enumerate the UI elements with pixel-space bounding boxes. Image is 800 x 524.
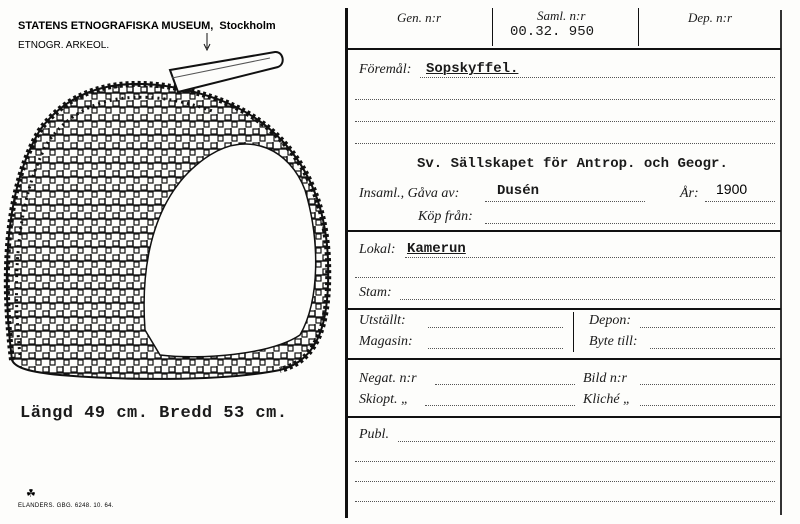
saml-nr-label: Saml. n:r: [537, 8, 586, 23]
publ-line-4: [355, 501, 775, 502]
society-text: Sv. Sällskapet för Antrop. och Geogr.: [417, 156, 728, 172]
foremal-value: Sopskyffel.: [426, 61, 519, 77]
negat-line: [435, 384, 575, 385]
museum-name-text: STATENS ETNOGRAFISKA MUSEUM,: [18, 20, 214, 32]
lokal-line-1: [405, 257, 775, 258]
utstallt-line: [428, 327, 563, 328]
foremal-line-2: [355, 99, 775, 100]
magasin-line: [428, 348, 563, 349]
dep-nr-label: Dep. n:r: [688, 10, 733, 25]
ar-line: [705, 201, 775, 202]
saml-nr-value: 00.32. 950: [510, 24, 595, 40]
header-rule: [347, 48, 781, 50]
basket-illustration: [0, 30, 340, 390]
depon-line: [640, 327, 775, 328]
header-divider-1: [492, 8, 493, 46]
gen-nr-label: Gen. n:r: [397, 10, 442, 25]
rule-1: [347, 230, 781, 232]
rule-2: [347, 308, 781, 310]
printer-imprint: ELANDERS. GBG. 6248. 10. 64.: [18, 503, 114, 509]
foremal-label: Föremål:: [359, 62, 412, 77]
printer-logo-icon: ☘: [26, 487, 36, 500]
insaml-value: Dusén: [497, 183, 540, 199]
publ-line-2: [355, 461, 775, 462]
byte-line: [650, 348, 775, 349]
bild-label: Bild n:r: [583, 371, 627, 386]
utstallt-label: Utställt:: [359, 313, 406, 328]
lokal-value: Kamerun: [407, 241, 466, 257]
museum-city: Stockholm: [219, 20, 276, 32]
bild-line: [640, 384, 775, 385]
insaml-label: Insaml., Gåva av:: [359, 186, 460, 201]
card-edge-right: [780, 10, 782, 515]
stam-line: [400, 299, 775, 300]
kop-line: [485, 223, 775, 224]
card-edge-left: [345, 8, 348, 518]
stam-label: Stam:: [359, 285, 392, 300]
depon-divider: [573, 312, 574, 352]
byte-label: Byte till:: [589, 334, 638, 349]
ar-label: År:: [680, 186, 699, 201]
lokal-line-2: [355, 277, 775, 278]
magasin-label: Magasin:: [359, 334, 413, 349]
depon-label: Depon:: [589, 313, 631, 328]
kop-label: Köp från:: [418, 209, 473, 224]
negat-label: Negat. n:r: [359, 371, 417, 386]
skiopt-label: Skiopt. „: [359, 392, 409, 407]
lokal-label: Lokal:: [359, 242, 396, 257]
ar-value: 1900: [716, 181, 748, 197]
dimensions-text: Längd 49 cm. Bredd 53 cm.: [20, 404, 288, 423]
rule-3: [347, 358, 781, 360]
publ-line-3: [355, 481, 775, 482]
insaml-line: [485, 201, 645, 202]
foremal-line-1: [420, 77, 775, 78]
foremal-line-3: [355, 121, 775, 122]
kliche-label: Kliché „: [583, 392, 631, 407]
publ-label: Publ.: [359, 427, 389, 442]
skiopt-line: [425, 405, 575, 406]
rule-4: [347, 416, 781, 418]
department-label: ETNOGR. ARKEOL.: [18, 40, 110, 51]
header-divider-2: [638, 8, 639, 46]
foremal-line-4: [355, 143, 775, 144]
kliche-line: [640, 405, 775, 406]
publ-line-1: [398, 441, 775, 442]
